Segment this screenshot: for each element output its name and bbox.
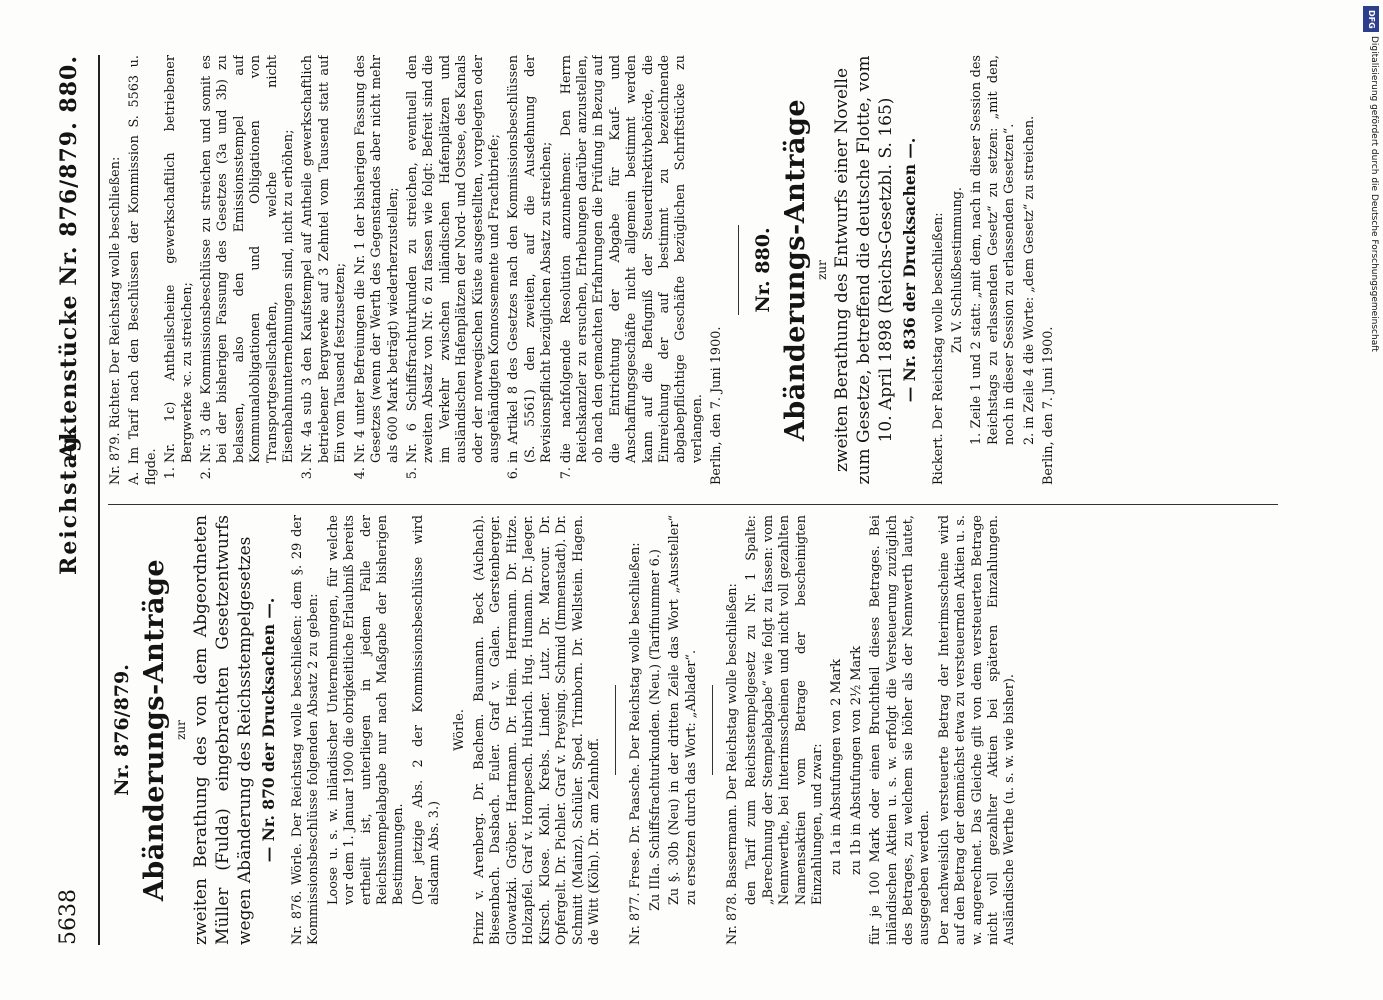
list-item: 5. Nr. 6 Schiffsfrachturkunden zu streichen, eventuell den zweiten Absatz von Nr. 6 zu fassen wie folgt: Befreit sind die im Verkehr zwischen inländischen Hafenplätzen und ausländischen Hafenplätzen der Nord- und Ostsee, des Kanals oder der norwegischen Küste ausgestellten, vorgelegten oder ausgehändigten Konnossemente und Frachtbriefe; — [405, 55, 503, 463]
section-number: Nr. 876/879. — [111, 664, 133, 796]
page-number: 5638 — [56, 889, 81, 945]
separator — [712, 685, 713, 775]
page-header — [56, 55, 96, 945]
separator — [615, 685, 616, 775]
left-column — [108, 515, 1278, 945]
section-title: zweiten Berathung des von dem Abgeordneten Müller (Fulda) eingebrachten Gesetzentwurfs wegen Abänderung des Reichsstempelgesetzes — [191, 515, 255, 945]
antrag-877-intro: Nr. 877. Frese. Dr. Paasche. Der Reichstag wolle beschließen: — [628, 542, 644, 945]
list-item: 1. Nr. 1c) Antheilscheine gewerkschaftlich betriebener Bergwerke ꝛc. zu streichen; — [163, 55, 196, 463]
antrag-879-items — [163, 55, 706, 485]
list-item: 3. Nr. 4a sub 3 den Kaufstempel auf Antheile gewerkschaftlich betriebener Bergwerke auf 3 Zehntel vom Tausend statt auf Ein vom Tausend festzusetzen; — [300, 55, 349, 463]
list-item: 6. in Artikel 8 des Gesetzes nach den Kommissionsbeschlüssen (S. 5561) den zweiten, auf die Ausdehnung der Revisionspflicht bezüglichen Absatz zu streichen; — [506, 55, 555, 463]
antrag-878-intro: Nr. 878. Bassermann. Der Reichstag wolle beschließen: — [724, 583, 740, 945]
antrag-879-date: Berlin, den 7. Juni 1900. — [709, 326, 725, 485]
antrag-876-text: Loose u. s. w. inländischer Unternehmungen, für welche vor dem 1. Januar 1900 die obrigkeitliche Erlaubniß bereits ertheilt ist, unterliegen in jedem Falle der Reichsstempelabgabe nur nach Maßgabe der bisherigen Bestimmungen. — [325, 515, 407, 905]
antrag-878-text: den Tarif zum Reichsstempelgesetz zu Nr. 1 Spalte: „Berechnung der Stempelabgabe“ wie folgt zu fassen: vom Nennwerthe, bei Interimsscheinen und nicht voll gezahlten Namensaktien vom Betrage der bescheinigten Einzahlungen, und zwar: — [744, 515, 825, 905]
section-drucksachen: — Nr. 870 der Drucksachen —. — [259, 597, 278, 863]
separator — [738, 225, 739, 315]
antrag-878-text-2: für je 100 Mark oder einen Bruchtheil dieses Betrages. Bei inländischen Aktien u. s. w. erfolgt die Versteuerung zuzüglich des Betrages, zu welchem sie höher als der Nennwerth lautet, ausgegeben werden. — [868, 515, 933, 945]
antrag-877-sub: Zu IIIa. Schiffsfrachturkunden. (Neu.) (Tarifnummer 6.) — [647, 549, 663, 911]
right-column — [108, 55, 1278, 485]
antrag-878-line-2: zu 1b in Abstufungen von 2½ Mark — [848, 646, 864, 875]
section-drucksachen-880: — Nr. 836 der Drucksachen —. — [899, 137, 919, 403]
section-zur-880: zur — [814, 260, 829, 280]
antrag-880-date: Berlin, den 7. Juni 1900. — [1041, 326, 1057, 485]
antrag-876-signers: Prinz v. Arenberg. Dr. Bachem. Baumann. Beck (Aichach). Biesenbach. Dasbach. Euler. Graf v. Galen. Gerstenberger. Glowatzki. Gröber. Hartmann. Dr. Heim. Herrmann. Dr. Hitze. Holzapfel. Graf v. Hompesch. Hubrich. Hug. Humann. Dr. Jaeger. Kirsch. Klose. Kohl. Krebs. Linder. Lutz. Dr. Marcour. Dr. Opfergelt. Dr. Pichler. Graf v. Preysing. Schmid (Immenstadt). Dr. Schmitt (Mainz). Schüler. Sped. Trimborn. Dr. Wellstein. Hagen. de Witt (Köln). Dr. am Zehnhoff. — [472, 515, 602, 945]
digitalization-note: Digitalisierung gefördert durch die Deutsche Forschungsgemeinschaft — [1369, 36, 1379, 352]
antrag-878-text-3: Der nachweislich versteuerte Betrag der Interimsscheine wird auf den Betrag der demnächst etwa zu versteuernden Aktien u. s. w. angerechnet. Das Gleiche gilt von dem versteuerten Betrage nicht voll gezahlter Aktien bei späteren Einzahlungen. Ausländische Werthe (u. s. w. wie bisher). — [936, 515, 1018, 945]
section-number-880: Nr. 880. — [751, 227, 774, 313]
section-heading-880: Abänderungs-Anträge — [779, 98, 811, 442]
antrag-880-item-1: 1. Zeile 1 und 2 statt: „mit dem, nach in dieser Session des Reichstags zu erlassenden Gesetz“ zu setzen: „mit den, noch in dieser Session zu erlassenden Gesetzen“. — [969, 55, 1018, 445]
column-rule — [108, 504, 1278, 505]
section-zur: zur — [174, 720, 188, 740]
antrag-880-intro: Rickert. Der Reichstag wolle beschließen: — [930, 212, 946, 485]
list-item: 7. die nachfolgende Resolution anzunehmen: Den Herrn Reichskanzler zu ersuchen, Erhebungen darüber anzustellen, ob nach den gemachten Erfahrungen die Prüfung in Bezug auf die Entrichtung der Abgabe für Kauf- und Anschaffungsgeschäfte nicht allgemein bestimmt werden kann auf die Befugniß der Steuerdirektivbehörde, die Einreichung der auf bestimmt zu bezeichnende abgabepflichtige Geschäfte bezüglichen Schriftstücke zu verlangen. — [559, 55, 707, 463]
antrag-876-signer-head: Wörle. — [451, 709, 467, 751]
antrag-878-line-1: zu 1a in Abstufungen von 2 Mark — [829, 658, 845, 875]
list-item: 4. Nr. 4 unter Befreiungen die Nr. 1 der bisherigen Fassung des Gesetzes (wenn der Werth des Gegenstandes aber nicht mehr als 600 Mark beträgt) wiederherzustellen; — [353, 55, 402, 463]
antrag-879-a: A. Im Tarif nach den Beschlüssen der Kommission S. 5563 u. flgde. — [127, 55, 159, 485]
antrag-876-intro: Nr. 876. Wörle. Der Reichstag wolle beschließen: dem §. 29 der Kommissionsbeschlüsse folgenden Absatz 2 zu geben: — [290, 515, 322, 945]
header-title: Reichstag. — [56, 425, 82, 575]
header-actenstuecke: Aktenstücke Nr. 876/879. 880. — [56, 55, 82, 460]
antrag-879-intro: Nr. 879. Richter. Der Reichstag wolle beschließen: — [108, 156, 123, 485]
antrag-877-text: Zu §. 30b (Neu) in der dritten Zeile das Wort „Aussteller“ zu ersetzen durch das Wort: „Ablader“. — [667, 515, 699, 905]
dfg-sidebar — [1363, 6, 1379, 996]
antrag-876-note: (Der jetzige Abs. 2 der Kommissionsbeschlüsse wird alsdann Abs. 3.) — [410, 515, 443, 905]
antrag-880-sub: Zu V. Schlußbestimmung. — [950, 187, 966, 353]
dfg-logo: DFG — [1363, 6, 1379, 32]
list-item: 2. Nr. 3 die Kommissionsbeschlüsse zu streichen und somit es bei der bisherigen Fassung des Gesetzes (3a und 3b) zu belassen, also den Emissionsstempel auf Kommunalobligationen und Obligationen von Transportgesellschaften, welche nicht Eisenbahnunternehmungen sind, nicht zu erhöhen; — [199, 55, 297, 463]
section-heading: Abänderungs-Anträge — [139, 558, 170, 902]
antrag-880-item-2: 2. in Zeile 4 die Worte: „dem Gesetz“ zu streichen. — [1021, 115, 1037, 445]
section-title-880: zweiten Berathung des Entwurfs einer Novelle zum Gesetze, betreffend die deutsche Flotte, vom 10. April 1898 (Reichs-Gesetzbl. S. 165) — [831, 55, 896, 485]
header-rule — [98, 55, 100, 945]
